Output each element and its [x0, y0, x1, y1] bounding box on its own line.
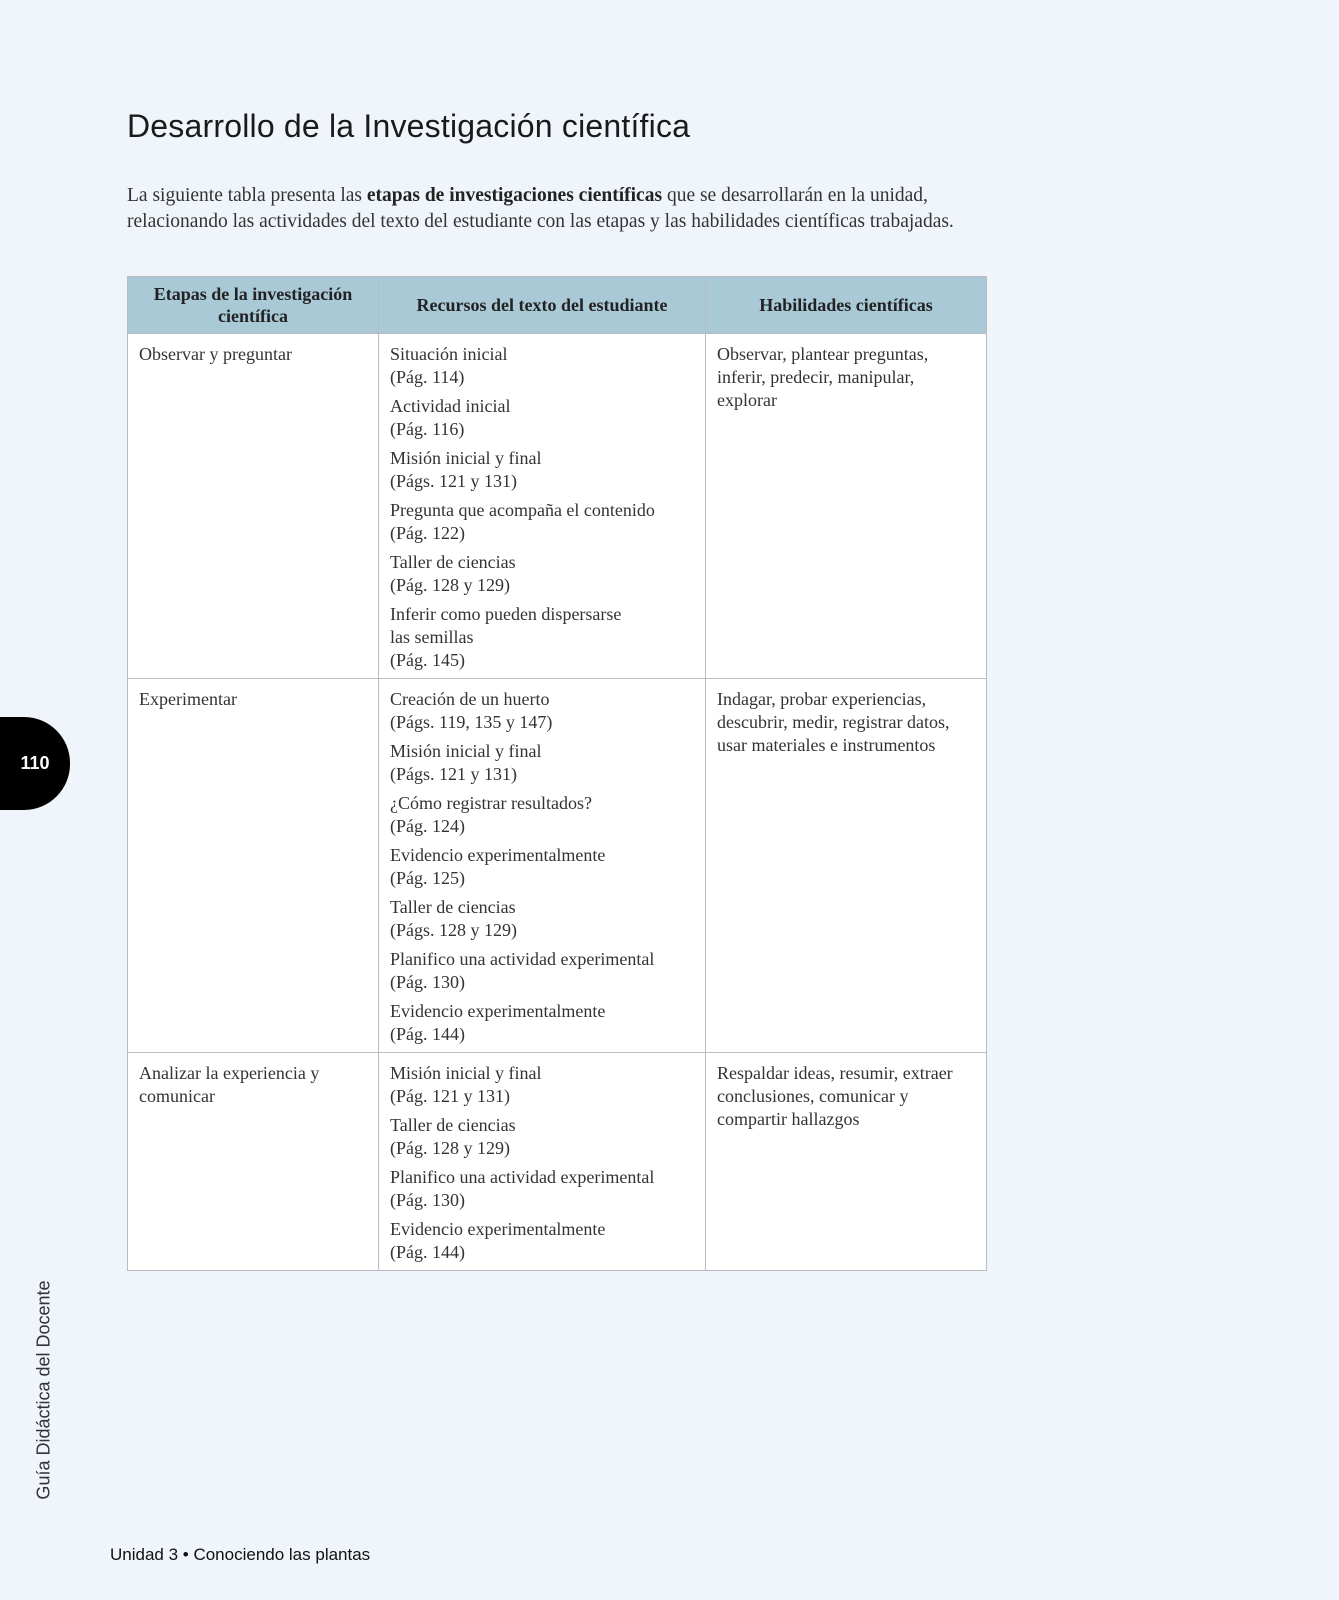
resource-page-ref: (Pág. 130): [390, 972, 465, 992]
skills-cell: Indagar, probar experiencias, descubrir, medir, registrar datos, usar materiales e instrumentos: [706, 679, 987, 1053]
resource-title: Taller de ciencias: [390, 552, 516, 572]
resource-page-ref: (Pág. 125): [390, 868, 465, 888]
stages-table: [127, 276, 987, 1271]
header-skills: Habilidades científicas: [706, 277, 987, 334]
resource-item: [390, 740, 694, 786]
intro-text-end: que se desarrollarán en la unidad, relacionando las actividades del texto del estudiante con las etapas y las habilidades científicas trabajadas.: [127, 185, 954, 232]
page-number: 110: [20, 753, 50, 773]
resource-title: Planifico una actividad experimental: [390, 949, 655, 969]
resource-page-ref: (Pág. 145): [390, 650, 465, 670]
resource-title: Evidencio experimentalmente: [390, 1219, 606, 1239]
resource-item: [390, 792, 694, 838]
resource-item: [390, 948, 694, 994]
resource-title: Taller de ciencias: [390, 1115, 516, 1135]
resource-item: [390, 844, 694, 890]
resource-title: Misión inicial y final: [390, 448, 542, 468]
resource-title: Evidencio experimentalmente: [390, 1001, 606, 1021]
resource-page-ref: (Pág. 128 y 129): [390, 575, 510, 595]
skills-cell: Respaldar ideas, resumir, extraer conclusiones, comunicar y compartir hallazgos: [706, 1053, 987, 1271]
resource-item: [390, 1166, 694, 1212]
resource-page-ref: (Pág. 144): [390, 1242, 465, 1262]
resource-page-ref: (Pág. 124): [390, 816, 465, 836]
resource-page-ref: (Pág. 121 y 131): [390, 1086, 510, 1106]
resource-title: Misión inicial y final: [390, 741, 542, 761]
resource-page-ref: (Págs. 128 y 129): [390, 920, 517, 940]
resource-page-ref: (Pág. 144): [390, 1024, 465, 1044]
resources-cell: [379, 334, 706, 679]
intro-text-emphasis: etapas de investigaciones científicas: [366, 185, 663, 206]
header-stages: Etapas de la investigación científica: [128, 277, 379, 334]
resource-title: Creación de un huerto: [390, 689, 550, 709]
resource-page-ref: (Págs. 121 y 131): [390, 471, 517, 491]
resource-title: Pregunta que acompaña el contenido: [390, 500, 655, 520]
resource-item: [390, 447, 694, 493]
resource-item: [390, 603, 694, 672]
stage-cell: Experimentar: [128, 679, 379, 1053]
resource-item: [390, 1062, 694, 1108]
resources-cell: [379, 1053, 706, 1271]
table-header-row: [128, 277, 987, 334]
table-row: [128, 679, 987, 1053]
resource-title: Evidencio experimentalmente: [390, 845, 606, 865]
resource-title: Taller de ciencias: [390, 897, 516, 917]
header-resources: Recursos del texto del estudiante: [379, 277, 706, 334]
side-label: Guía Didáctica del Docente: [33, 1280, 54, 1500]
resource-item: [390, 1114, 694, 1160]
resource-page-ref: (Pág. 116): [390, 419, 465, 439]
resource-item: [390, 499, 694, 545]
resource-title: Situación inicial: [390, 344, 508, 364]
resource-title: Actividad inicial: [390, 396, 511, 416]
page-number-tab: [0, 717, 70, 810]
resources-cell: [379, 679, 706, 1053]
resource-title: Planifico una actividad experimental: [390, 1167, 655, 1187]
resource-page-ref: (Pág. 122): [390, 523, 465, 543]
resource-title: Misión inicial y final: [390, 1063, 542, 1083]
resource-page-ref: (Pág. 114): [390, 367, 465, 387]
resource-page-ref: (Pág. 130): [390, 1190, 465, 1210]
resource-item: [390, 551, 694, 597]
resource-item: [390, 343, 694, 389]
table-row: [128, 334, 987, 679]
resource-item: [390, 395, 694, 441]
resource-item: [390, 688, 694, 734]
skills-cell: Observar, plantear preguntas, inferir, predecir, manipular, explorar: [706, 334, 987, 679]
intro-paragraph: [127, 183, 1007, 234]
stage-cell: Analizar la experiencia y comunicar: [128, 1053, 379, 1271]
resource-item: [390, 1000, 694, 1046]
resource-title: Inferir como pueden dispersarse: [390, 604, 622, 624]
resource-title: las semillas: [390, 627, 474, 647]
table-row: [128, 1053, 987, 1271]
resource-item: [390, 1218, 694, 1264]
resource-page-ref: (Pág. 128 y 129): [390, 1138, 510, 1158]
footer-unit-label: Unidad 3 • Conociendo las plantas: [110, 1545, 371, 1564]
stage-cell: Observar y preguntar: [128, 334, 379, 679]
resource-item: [390, 896, 694, 942]
intro-text-start: La siguiente tabla presenta las: [127, 185, 367, 206]
resource-page-ref: (Págs. 121 y 131): [390, 764, 517, 784]
resource-page-ref: (Págs. 119, 135 y 147): [390, 712, 553, 732]
page-title: Desarrollo de la Investigación científica: [127, 108, 691, 144]
resource-title: ¿Cómo registrar resultados?: [390, 793, 592, 813]
